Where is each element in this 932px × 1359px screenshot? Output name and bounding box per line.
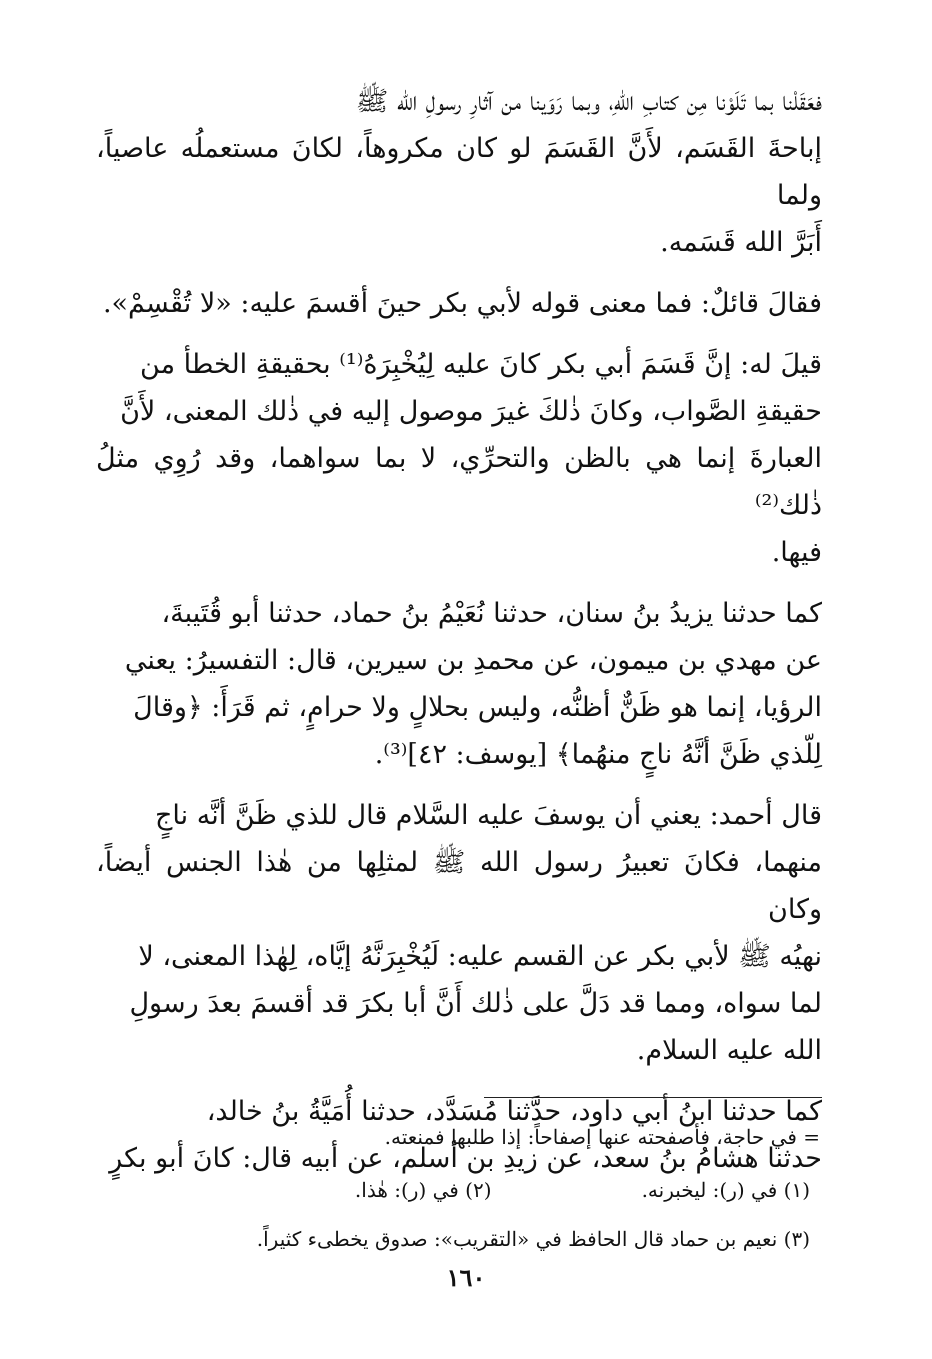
text-line: العبارةَ إنما هي بالظن والتحرِّي، لا بما سواهما، وقد رُوِي مثلُ ذٰلك⁽²⁾ <box>96 443 822 521</box>
page-number: ١٦٠ <box>446 1263 486 1292</box>
text-line: لما سواه، ومما قد دَلَّ على ذٰلك أَنَّ أبا بكرَ قد أقسمَ بعدَ رسولِ <box>129 988 822 1019</box>
paragraph-3 <box>96 341 822 576</box>
text-line: فقالَ قائلٌ: فما معنى قوله لأبي بكر حينَ أقسمَ عليه: «لا تُقْسِمْ». <box>102 288 822 319</box>
footnote-divider <box>484 1097 822 1098</box>
text-line: عن مهدي بن ميمون، عن محمدِ بن سيرين، قال: التفسيرُ: يعني <box>124 645 822 676</box>
paragraph-1 <box>96 78 822 266</box>
text-line: كما حدثنا يزيدُ بنُ سنان، حدثنا نُعَيْمُ بنُ حماد، حدثنا أبو قُتَيبةَ، <box>161 598 822 629</box>
footnote-2: (٢) في (ر): هٰذا. <box>354 1178 492 1202</box>
text-line: فيها. <box>771 537 822 568</box>
text-line: لِلّذي ظَنَّ أنَّهُ ناجٍ منهُما﴾ [يوسف: ٤٢]⁽³⁾. <box>374 739 822 770</box>
paragraph-2 <box>96 280 822 327</box>
text-line: إباحةَ القَسَم، لأَنَّ القَسَمَ لو كان مكروهاً، لكانَ مستعملُه عاصياً، ولما <box>96 133 822 211</box>
footnote-1: (١) في (ر): ليخبرنه. <box>641 1178 810 1202</box>
paragraph-4 <box>96 590 822 778</box>
text-line: قال أحمد: يعني أن يوسفَ عليه السَّلام قال للذي ظَنَّ أنَّه ناجٍ <box>154 800 822 831</box>
text-line: الرؤيا، إنما هو ظَنٌّ أظنُّه، وليس بحلالٍ ولا حرامٍ، ثم قَرَأَ: ﴿وقالَ <box>133 692 822 723</box>
text-line: كما حدثنا ابنُ أبي داود، حدَّثنا مُسَدَّد، حدثنا أُمَيَّةُ بنُ خالد، <box>206 1096 822 1127</box>
text-line: فعَقَلْنا بما تَلَوْنا مِن كتابِ اللهِ، وبما رَوَينا من آثارِ رسولِ الله ﷺ <box>355 86 822 117</box>
text-line: الله عليه السلام. <box>636 1035 822 1066</box>
text-line: نهيُه ﷺ لأبي بكر عن القسم عليه: لَيُخْبِرَنَّهُ إيَّاه، لِهٰذا المعنى، لا <box>138 941 822 972</box>
text-line: حقيقةِ الصَّواب، وكانَ ذٰلكَ غيرَ موصول إليه في ذٰلك المعنى، لأَنَّ <box>120 396 822 427</box>
text-line: منهما، فكانَ تعبيرُ رسول الله ﷺ لمثلِها من هٰذا الجنس أيضاً، وكان <box>96 847 822 925</box>
footnote-continuation: = في حاجة، فأصفحته عنها إصفاحاً: إذا طلبها فمنعته. <box>384 1125 820 1149</box>
text-line: حدثنا هشامُ بنُ سعد، عن زيدِ بن أسلم، عن أبيه قال: كانَ أبو بكرٍ <box>109 1143 822 1174</box>
text-line: أَبَرَّ الله قَسَمه. <box>660 227 822 258</box>
paragraph-5 <box>96 792 822 1074</box>
footnote-3: (٣) نعيم بن حماد قال الحافظ في «التقريب»: صدوق يخطىء كثيراً. <box>256 1227 810 1251</box>
footnote-row <box>355 1177 810 1203</box>
text-line: قيلَ له: إنَّ قَسَمَ أبي بكر كانَ عليه لِيُخْبِرَهُ⁽¹⁾ بحقيقةِ الخطأ من <box>140 349 822 380</box>
